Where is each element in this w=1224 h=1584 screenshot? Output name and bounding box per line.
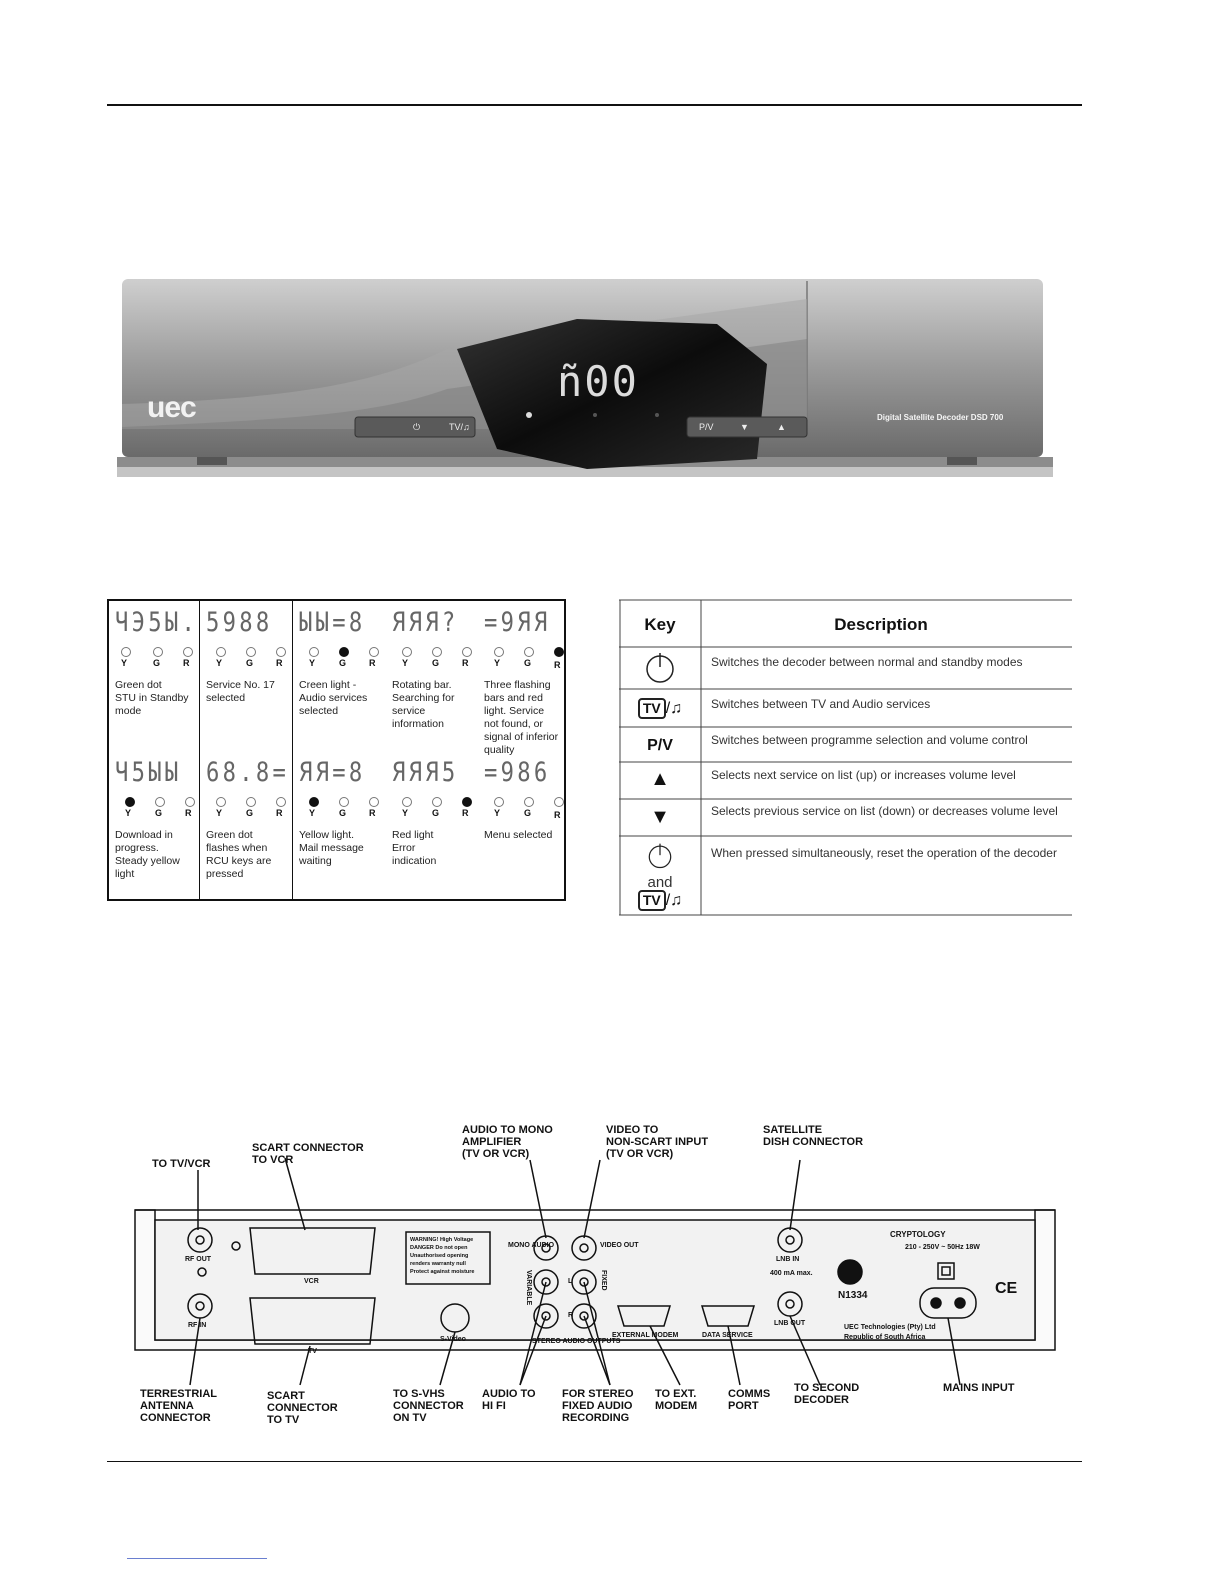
yellow-led	[309, 797, 319, 807]
led-description: Yellow light. Mail message waiting	[299, 829, 364, 867]
power-icon	[619, 651, 701, 690]
red-led	[369, 647, 379, 657]
led-digits: =9ЯЯ	[484, 607, 551, 638]
dot-label: R	[276, 808, 283, 818]
footer-rule	[107, 1461, 1082, 1462]
led-description: Service No. 17 selected	[206, 679, 275, 704]
decoder-rear-panel	[130, 1120, 1060, 1440]
led-state-searching	[386, 601, 478, 749]
led-dots	[299, 797, 379, 823]
led-description: Green dot flashes when RCU keys are pressed	[206, 829, 272, 880]
yellow-led	[309, 647, 319, 657]
dot-label: R	[183, 658, 190, 668]
green-led	[432, 647, 442, 657]
key-desc-reset: When pressed simultaneously, reset the operation of the decoder	[711, 846, 1057, 860]
pv-key-label: P/V	[647, 737, 673, 754]
led-state-menu	[478, 751, 566, 899]
led-digits: 5988	[206, 607, 273, 638]
key-desc-pv: Switches between programme selection and volume control	[711, 733, 1028, 747]
yellow-led	[216, 797, 226, 807]
lnb-out-label: LNB OUT	[774, 1320, 806, 1327]
red-led	[185, 797, 195, 807]
callout-video-non-scart: VIDEO TO NON-SCART INPUT (TV OR VCR)	[606, 1124, 709, 1160]
data-service-label: DATA SERVICE	[702, 1332, 753, 1339]
mono-audio-label: MONO AUDIO	[508, 1242, 555, 1249]
dot-label: G	[153, 658, 161, 668]
red-led	[276, 647, 286, 657]
dot-label: R	[369, 658, 376, 668]
and-label: and	[647, 874, 673, 891]
up-arrow-icon: ▲	[650, 768, 670, 790]
green-led	[524, 647, 534, 657]
led-dots	[484, 797, 564, 823]
country-label: Republic of South Africa	[844, 1334, 926, 1341]
green-led	[339, 797, 349, 807]
callout-mains-input: MAINS INPUT	[943, 1382, 1015, 1394]
dot-label: G	[339, 658, 347, 668]
power-and-tv-icon	[619, 842, 701, 911]
led-dots	[392, 797, 472, 823]
front-up-button[interactable]: ▲	[777, 422, 786, 432]
decoder-front-panel	[117, 279, 1053, 481]
led-dots	[115, 797, 195, 823]
dot-label: R	[554, 660, 561, 670]
key-desc-power: Switches the decoder between normal and standby modes	[711, 655, 1023, 669]
right-channel-label: R	[568, 1312, 574, 1319]
led-dots	[392, 647, 472, 673]
red-led	[276, 797, 286, 807]
front-display: ñ00	[557, 357, 639, 406]
down-arrow-icon: ▼	[650, 806, 670, 828]
red-led	[183, 647, 193, 657]
led-description: Menu selected	[484, 829, 553, 841]
callout-ext-modem: TO EXT. MODEM	[655, 1388, 698, 1412]
dot-label: R	[462, 658, 469, 668]
note-symbol: /♫	[665, 892, 683, 909]
led-digits: ЯЯЯ5	[392, 757, 459, 788]
external-modem-label: EXTERNAL MODEM	[612, 1332, 679, 1339]
callout-scart-vcr: SCART CONNECTOR TO VCR	[252, 1142, 364, 1166]
tv-key-label: TV	[638, 890, 666, 911]
green-led	[155, 797, 165, 807]
key-desc-up: Selects next service on list (up) or increases volume level	[711, 768, 1016, 782]
led-state-mail	[293, 751, 386, 899]
front-down-button[interactable]: ▼	[740, 422, 749, 432]
led-state-standby	[109, 601, 199, 749]
lnb-spec-label: 400 mA max.	[770, 1270, 813, 1277]
dot-label: Y	[309, 658, 316, 668]
callout-to-tv-vcr: TO TV/VCR	[152, 1158, 211, 1170]
dot-label: R	[185, 808, 192, 818]
dot-label: R	[276, 658, 283, 668]
led-dots	[299, 647, 379, 673]
callout-stereo-fixed: FOR STEREO FIXED AUDIO RECORDING	[562, 1388, 634, 1424]
led-state-audio	[293, 601, 386, 749]
callout-comms-port: COMMS PORT	[728, 1388, 771, 1412]
dot-label: Y	[125, 808, 132, 818]
dot-label: G	[339, 808, 347, 818]
led-digits: 68.8=	[206, 757, 290, 788]
lnb-in-label: LNB IN	[776, 1256, 800, 1263]
key-header: Key	[644, 615, 676, 634]
led-dots	[206, 797, 286, 823]
power-spec-label: 210 - 250V ~ 50Hz 18W	[905, 1244, 980, 1251]
footer-link-underline[interactable]	[127, 1558, 267, 1559]
front-power-button[interactable]: ⏻	[413, 422, 421, 432]
led-description: Three flashing bars and red light. Service not found, or signal of inferior quality	[484, 679, 559, 756]
dot-label: G	[246, 808, 254, 818]
variable-label: VARIABLE	[525, 1270, 532, 1306]
rf-out-label: RF OUT	[185, 1256, 212, 1263]
green-led	[432, 797, 442, 807]
red-led	[462, 647, 472, 657]
front-pv-button[interactable]: P/V	[699, 422, 714, 432]
dot-label: Y	[121, 658, 128, 668]
stereo-audio-label: STEREO AUDIO OUTPUTS	[532, 1338, 621, 1345]
led-digits: ЯЯ=8	[299, 757, 366, 788]
led-state-not-found	[478, 601, 566, 756]
led-dots	[484, 647, 564, 673]
dot-label: R	[462, 808, 469, 818]
yellow-led	[121, 647, 131, 657]
yellow-led	[402, 797, 412, 807]
video-out-label: VIDEO OUT	[600, 1242, 639, 1249]
dot-label: G	[155, 808, 163, 818]
led-status-table	[107, 599, 566, 901]
dot-label: G	[524, 658, 532, 668]
ce-mark: CE	[995, 1280, 1018, 1297]
red-led	[554, 647, 564, 657]
red-led	[462, 797, 472, 807]
dot-label: G	[246, 658, 254, 668]
led-description: Download in progress. Steady yellow light	[115, 829, 180, 880]
vcr-label: VCR	[304, 1278, 319, 1285]
callout-audio-mono: AUDIO TO MONO AMPLIFIER (TV OR VCR)	[462, 1124, 553, 1160]
tv-label: TV	[308, 1348, 317, 1355]
note-symbol: /♫	[665, 700, 683, 717]
callout-second-decoder: TO SECOND DECODER	[794, 1382, 860, 1406]
led-state-service	[200, 601, 292, 749]
green-led	[246, 647, 256, 657]
dot-label: Y	[216, 808, 223, 818]
brand-logo: uec	[147, 391, 196, 424]
approval-number: N1334	[838, 1290, 868, 1301]
led-digits: ЯЯЯ?	[392, 607, 459, 638]
tv-key-label: TV	[638, 698, 666, 719]
yellow-led	[494, 647, 504, 657]
dot-label: G	[432, 808, 440, 818]
front-tv-audio-button[interactable]: TV/♫	[449, 422, 470, 432]
yellow-led	[216, 647, 226, 657]
green-led	[246, 797, 256, 807]
key-desc-down: Selects previous service on list (down) or decreases volume level	[711, 804, 1058, 818]
power-icon	[646, 842, 674, 870]
yellow-led	[125, 797, 135, 807]
callout-svhs: TO S-VHS CONNECTOR ON TV	[393, 1388, 464, 1424]
led-digits: ЧЭ5Ы.	[115, 607, 199, 638]
callout-audio-hifi: AUDIO TO HI FI	[482, 1388, 536, 1412]
dot-label: G	[524, 808, 532, 818]
yellow-led	[494, 797, 504, 807]
green-led	[339, 647, 349, 657]
dot-label: Y	[402, 808, 409, 818]
dot-label: Y	[494, 658, 501, 668]
led-state-download	[109, 751, 199, 899]
led-description: Rotating bar. Searching for service information	[392, 679, 455, 730]
led-description: Red light Error indication	[392, 829, 437, 867]
cryptology-label: CRYPTOLOGY	[890, 1230, 946, 1239]
dot-label: R	[369, 808, 376, 818]
tv-audio-icon	[619, 698, 701, 719]
warning-label: WARNING! High Voltage DANGER Do not open Unauthorised opening renders warranty null Protect against moisture	[410, 1237, 475, 1275]
led-description: Green dot STU in Standby mode	[115, 679, 189, 717]
key-desc-tv-audio: Switches between TV and Audio services	[711, 697, 931, 711]
svideo-label: S-Video	[440, 1336, 466, 1343]
dot-label: Y	[494, 808, 501, 818]
callout-satellite-dish: SATELLITE DISH CONNECTOR	[763, 1124, 864, 1148]
yellow-led	[402, 647, 412, 657]
led-state-rcu	[200, 751, 292, 899]
dot-label: R	[554, 810, 561, 820]
green-led	[524, 797, 534, 807]
dot-label: Y	[309, 808, 316, 818]
key-description-table	[619, 599, 1072, 916]
description-header: Description	[834, 615, 928, 634]
red-led	[554, 797, 564, 807]
fixed-label: FIXED	[600, 1270, 607, 1291]
led-dots	[115, 647, 195, 673]
header-rule	[107, 104, 1082, 106]
led-digits: ЫЫ=8	[299, 607, 366, 638]
model-label: Digital Satellite Decoder DSD 700	[877, 413, 1004, 422]
dot-label: Y	[402, 658, 409, 668]
dot-label: Y	[216, 658, 223, 668]
dot-label: G	[432, 658, 440, 668]
callout-scart-tv: SCART CONNECTOR TO TV	[267, 1390, 338, 1426]
led-description: Creen light - Audio services selected	[299, 679, 368, 717]
led-digits: =986	[484, 757, 551, 788]
left-channel-label: L	[568, 1278, 573, 1285]
maker-label: UEC Technologies (Pty) Ltd	[844, 1324, 936, 1331]
callout-terrestrial-antenna: TERRESTRIAL ANTENNA CONNECTOR	[140, 1388, 217, 1424]
led-state-error	[386, 751, 478, 899]
rf-in-label: RF IN	[188, 1322, 207, 1329]
red-led	[369, 797, 379, 807]
led-dots	[206, 647, 286, 673]
led-digits: Ч5ЫЫ	[115, 757, 182, 788]
green-led	[153, 647, 163, 657]
